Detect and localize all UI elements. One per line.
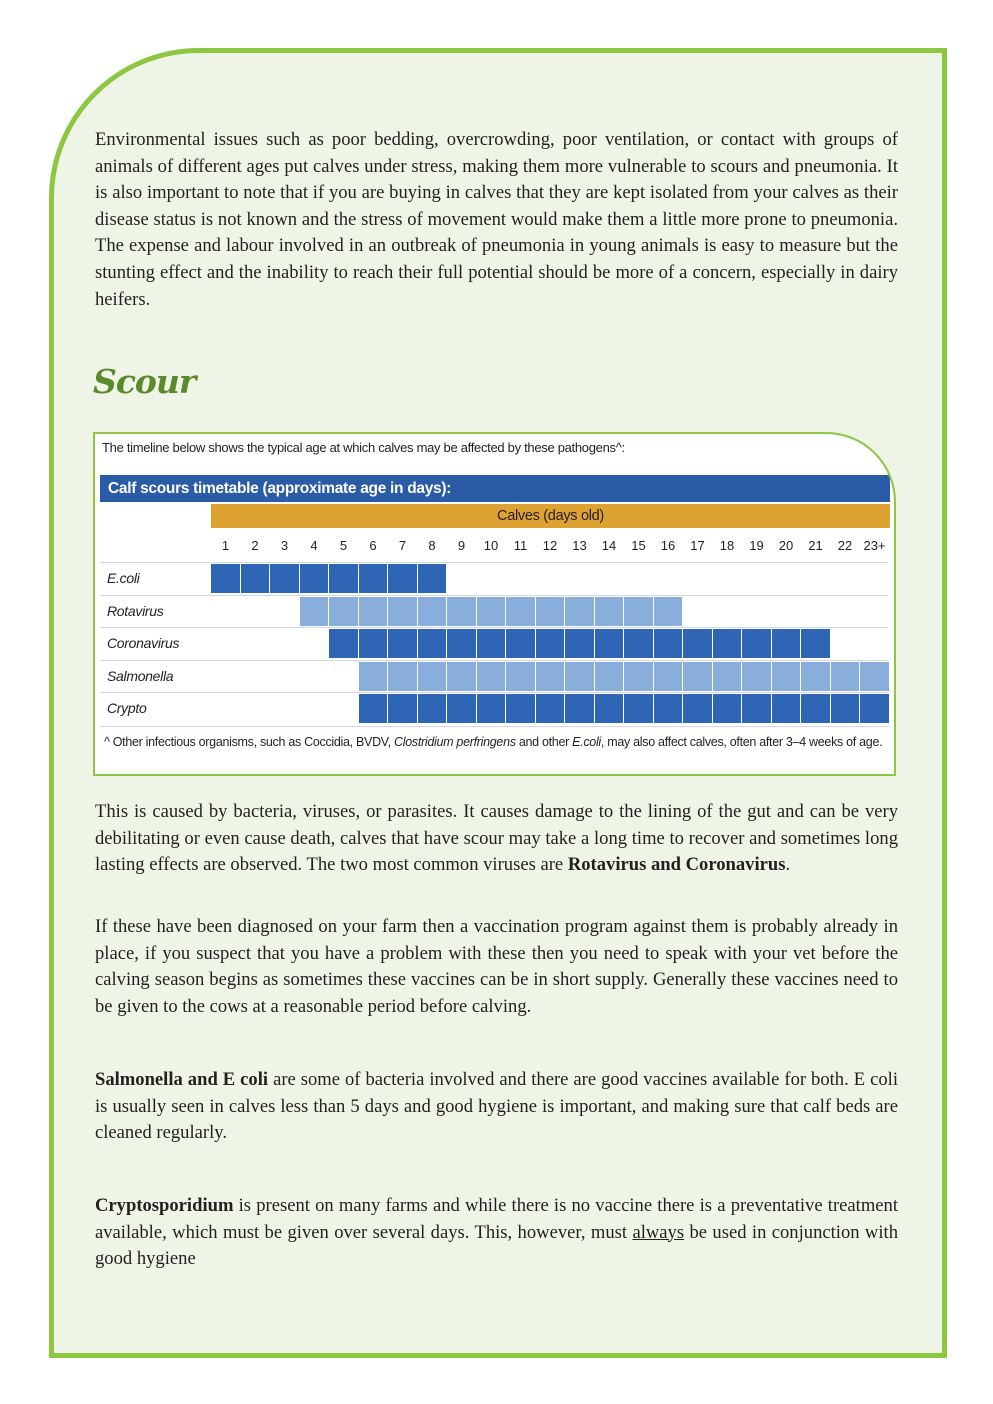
timeline-cell (418, 564, 448, 593)
chart-title: Calf scours timetable (approximate age in days): (100, 475, 890, 502)
timeline-cell (506, 629, 536, 658)
timeline-cell (742, 694, 772, 723)
day-tick-label: 15 (631, 538, 646, 553)
timeline-cell (565, 629, 595, 658)
row-divider (100, 627, 888, 628)
timeline-cell (506, 694, 536, 723)
timeline-cell (418, 597, 448, 626)
timeline-cell (565, 597, 595, 626)
timeline-cell (683, 662, 713, 691)
timeline-cell (477, 629, 507, 658)
timeline-cell (536, 597, 566, 626)
day-tick-label: 19 (749, 538, 764, 553)
timeline-cell (624, 597, 654, 626)
timeline-cell (329, 564, 359, 593)
timeline-cell (772, 629, 802, 658)
intro-paragraph: Environmental issues such as poor bedding, overcrowding, poor ventilation, or contact with groups of animals of different ages put calves under stress, making them more vulnerable to scours and pneumonia. It is also important to note that if you are buying in calves that they are kept isolated from your calves as their disease status is not known and the stress of movement would make them a little more prone to pneumonia. The expense and labour involved in an outbreak of pneumonia in young animals is easy to measure but the stunting effect and the inability to reach their full potential should be more of a concern, especially in dairy heifers. (95, 129, 898, 310)
day-tick-label: 3 (280, 538, 289, 553)
day-tick-label: 6 (369, 538, 377, 553)
pathogen-label: E.coli (107, 570, 140, 586)
timeline-cell (683, 629, 713, 658)
day-tick-label: 16 (660, 538, 676, 553)
timeline-cell (624, 662, 654, 691)
timeline-cell (388, 662, 418, 691)
timeline-cell (388, 564, 418, 593)
timeline-cell (654, 694, 684, 723)
row-divider (100, 726, 888, 727)
timeline-cell (447, 629, 477, 658)
day-tick-label: 23+ (863, 538, 886, 553)
day-tick-label: 17 (690, 538, 705, 553)
timeline-cell (359, 564, 389, 593)
day-tick-label: 21 (808, 538, 823, 553)
timeline-cell (536, 694, 566, 723)
timeline-cell (329, 597, 359, 626)
day-tick-label: 13 (572, 538, 587, 553)
timeline-cell (329, 629, 359, 658)
timeline-cell (447, 694, 477, 723)
timeline-cell (447, 597, 477, 626)
day-tick-label: 9 (457, 538, 466, 553)
day-tick-label: 7 (398, 538, 407, 553)
timeline-cell (624, 694, 654, 723)
day-tick-label: 1 (221, 538, 230, 553)
timeline-cell (418, 662, 448, 691)
scours-timetable-chart (93, 432, 896, 776)
timeline-cell (536, 662, 566, 691)
timeline-cell (418, 694, 448, 723)
day-tick-label: 12 (542, 538, 558, 553)
timeline-cell (506, 662, 536, 691)
timeline-cell (359, 694, 389, 723)
timeline-cell (595, 662, 625, 691)
timeline-cell (536, 629, 566, 658)
row-divider (100, 595, 888, 596)
cause-paragraph: This is caused by bacteria, viruses, or parasites. It causes damage to the lining of the gut and can be very debilitating or even cause death, calves that have scour may take a long time to recover and sometimes long lasting effects are observed. The two most common viruses are Rotavirus and Coronavirus. (95, 801, 898, 876)
timeline-cell (772, 662, 802, 691)
timeline-cell (388, 629, 418, 658)
timeline-cell (683, 694, 713, 723)
timeline-cell (565, 662, 595, 691)
timeline-cell (742, 629, 772, 658)
day-tick-label: 2 (251, 538, 259, 553)
day-tick-label: 5 (339, 538, 348, 553)
chart-band-label: Calves (days old) (211, 504, 890, 528)
day-tick-label: 18 (719, 538, 735, 553)
row-divider (100, 562, 888, 563)
timeline-cell (477, 662, 507, 691)
timeline-cell (595, 694, 625, 723)
timeline-cell (300, 597, 330, 626)
timeline-cell (713, 662, 743, 691)
crypto-paragraph: Cryptosporidium is present on many farms and while there is no vaccine there is a preventative treatment available, which must be given over several days. This, however, must always be used in conjunction with good hygiene (95, 1195, 898, 1270)
row-divider (100, 660, 888, 661)
pathogen-label: Salmonella (107, 667, 174, 684)
row-divider (100, 692, 888, 693)
section-heading: Scour (93, 362, 196, 401)
pathogen-label: Crypto (107, 700, 147, 716)
timeline-cell (241, 564, 271, 593)
salmonella-paragraph: Salmonella and E coli are some of bacteria involved and there are good vaccines available for both. E coli is usually seen in calves less than 5 days and good hygiene is important, and making sure that calf beds are cleaned regularly. (95, 1069, 898, 1144)
timeline-cell (831, 662, 861, 691)
timeline-cell (388, 597, 418, 626)
timeline-cell (300, 564, 330, 593)
timeline-cell (565, 694, 595, 723)
day-tick-label: 8 (428, 538, 436, 553)
timeline-cell (477, 597, 507, 626)
day-tick-label: 22 (837, 538, 853, 553)
timeline-cell (860, 662, 890, 691)
timeline-cell (477, 694, 507, 723)
timeline-cell (359, 629, 389, 658)
day-tick-label: 14 (601, 538, 617, 553)
timeline-cell (211, 564, 241, 593)
timeline-cell (447, 662, 477, 691)
day-tick-label: 10 (483, 538, 499, 553)
timeline-cell (506, 597, 536, 626)
timeline-cell (742, 662, 772, 691)
chart-intro: The timeline below shows the typical age at which calves may be affected by these pathogens^: (102, 440, 625, 455)
timeline-cell (654, 629, 684, 658)
timeline-cell (860, 694, 890, 723)
timeline-cell (624, 629, 654, 658)
timeline-cell (388, 694, 418, 723)
timeline-cell (801, 662, 831, 691)
timeline-cell (801, 694, 831, 723)
timeline-cell (713, 694, 743, 723)
timeline-cell (654, 662, 684, 691)
timeline-cell (359, 597, 389, 626)
timeline-cell (713, 629, 743, 658)
timeline-cell (270, 564, 300, 593)
day-tick-label: 20 (778, 538, 794, 553)
chart-footnote: ^ Other infectious organisms, such as Coccidia, BVDV, Clostridium perfringens and other E.coli, may also affect calves, often after 3–4 weeks of age. (104, 735, 883, 749)
pathogen-label: Coronavirus (107, 635, 180, 651)
pathogen-label: Rotavirus (107, 602, 164, 619)
timeline-cell (595, 597, 625, 626)
day-tick-label: 11 (513, 538, 528, 553)
timeline-cell (418, 629, 448, 658)
timeline-cell (359, 662, 389, 691)
timeline-cell (654, 597, 684, 626)
day-tick-label: 4 (310, 538, 318, 553)
timeline-cell (772, 694, 802, 723)
timeline-cell (801, 629, 831, 658)
timeline-cell (595, 629, 625, 658)
vaccination-paragraph: If these have been diagnosed on your farm then a vaccination program against them is probably already in place, if you suspect that you have a problem with these then you need to speak with your vet before the calving season begins as sometimes these vaccines can be in short supply. Generally these vaccines need to be given to the cows at a reasonable period before calving. (95, 916, 898, 1017)
timeline-cell (831, 694, 861, 723)
